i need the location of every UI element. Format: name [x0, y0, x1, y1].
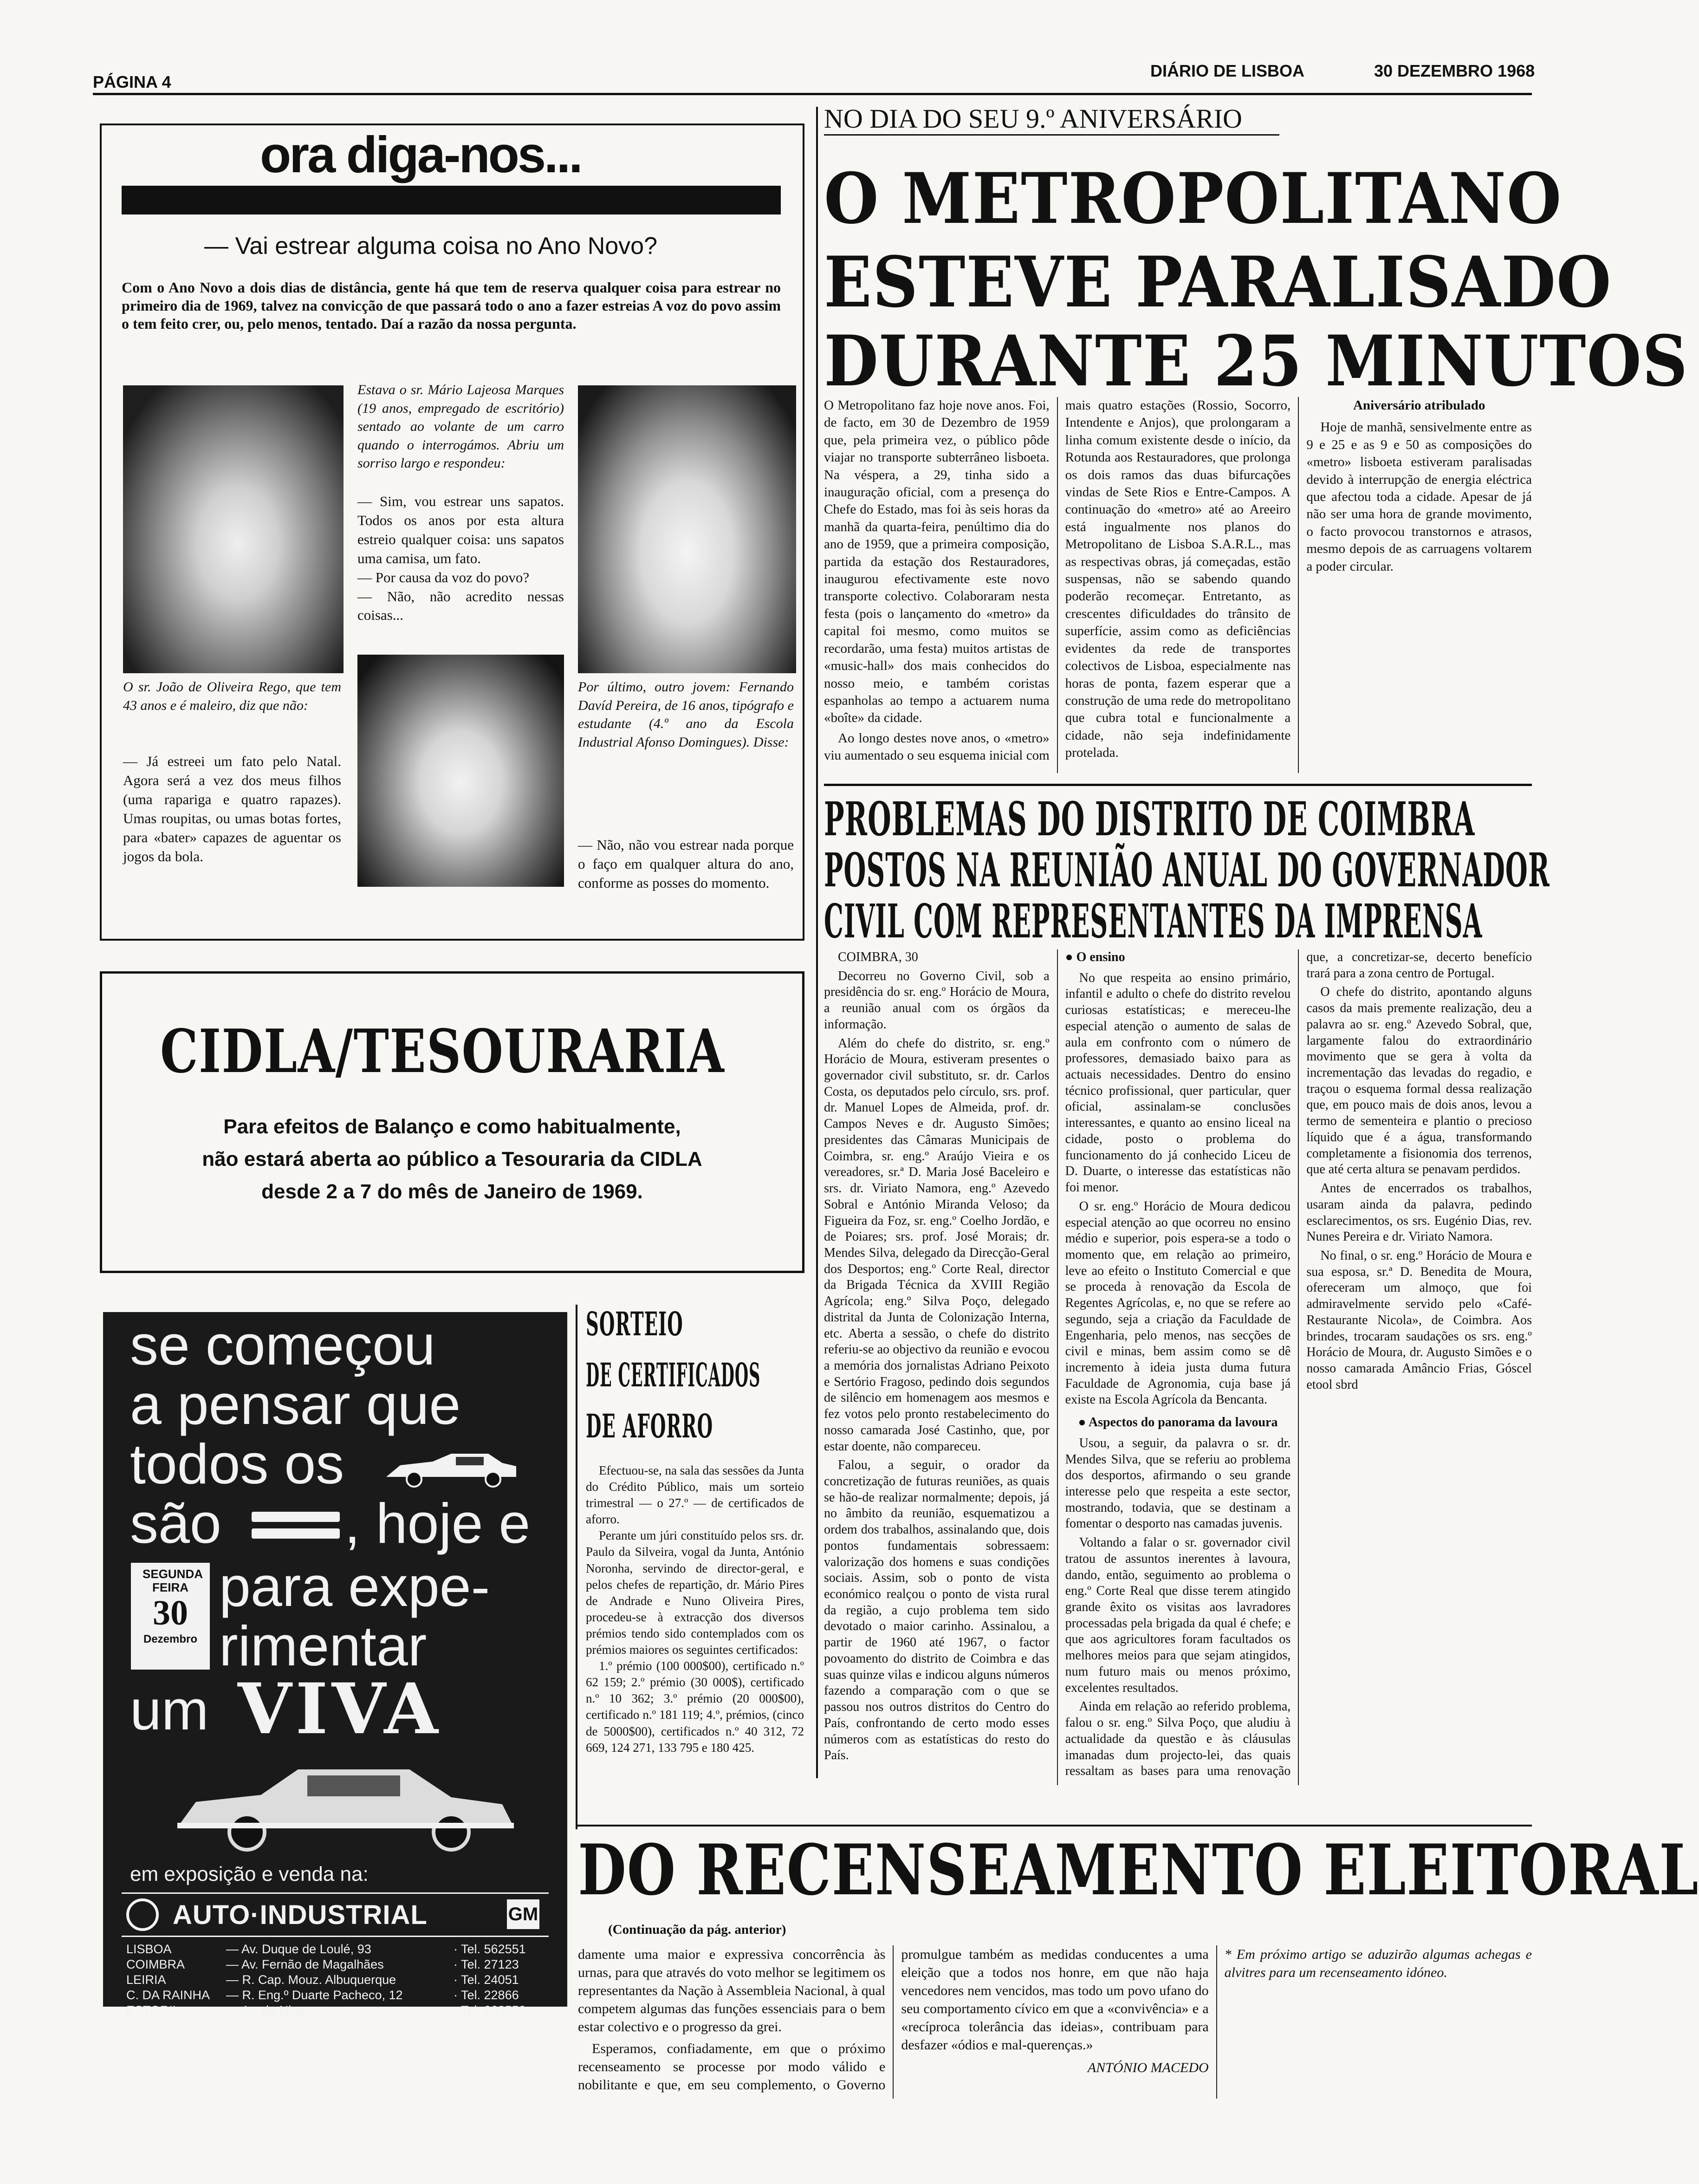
branch-tel: · Tel. 24051: [454, 1972, 519, 1987]
caption-mario-marques: Estava o sr. Mário Lajeosa Marques (19 anos, empregado de escritório) sentado ao volante de um carro quando o interrogámos. Abriu um sorriso largo e respondeu:: [357, 382, 564, 471]
gm-logo: GM: [507, 1899, 539, 1929]
coimbra-body: [824, 949, 1532, 1785]
sorteio-paragraph: Efectuou-se, na sala das sessões da Junta do Crédito Público, mais um sorteio trimestral — o 27.º — de certificados de aforro.: [586, 1463, 804, 1527]
branch-tel: · Tel. 22866: [454, 1988, 519, 2002]
viva-ad-line5: para expe-: [219, 1555, 490, 1618]
ora-diga-logo: ora diga-nos...: [260, 126, 581, 183]
dealer-emblem-icon: [126, 1898, 159, 1931]
viva-ad-line6: rimentar: [219, 1614, 427, 1677]
dealer-name: AUTO·INDUSTRIAL: [173, 1900, 428, 1930]
ora-diga-question: — Vai estrear alguma coisa no Ano Novo?: [204, 233, 658, 260]
photo-fernando-pereira: [578, 385, 796, 673]
viva-car-icon: [168, 1758, 521, 1855]
coimbra-subhead-lavoura: ● Aspectos do panorama da lavoura: [1078, 1415, 1278, 1430]
metro-bottom-rule: [824, 784, 1532, 786]
recenseamento-author: ANTÓNIO MACEDO: [1087, 2060, 1209, 2075]
calendar-day: 30: [153, 1593, 188, 1633]
cidla-ad-title: CIDLA/TESOURARIA: [160, 1017, 725, 1086]
branch-tel: · Tel. 27123: [454, 1957, 519, 1971]
metro-paragraph: Ao longo destes nove anos, o «metro» viu aumentado o seu esquema inicial com mais quatro estações (Rossio, Socorro, Intendente e Anjos), que prolongaram a linha comum existente desde o início, da Rotunda aos Restauradores, que prolonga os dois ramos das duas bifurcações vindas de Sete Rios e Entre-Campos. A continuação do «metro» até ao Areeiro está ingualmente nos planos do Metropolitano de Lisboa S.A.R.L., mas as respectivas obras, já começadas, estão suspensas, não se sabendo quando poderão recomeçar. Entretanto, as crescentes dificuldades do trânsito de superfície, assim como as deficiências evidentes da rede de transportes colectivos de Lisboa, especialmente nas horas de ponta, fazem esperar que a construção de uma rede do metropolitano que cubra total e funcionalmente a cidade, não seja indefinidamente protelada.: [824, 398, 1291, 763]
branch-city: C. DA RAINHA: [126, 1988, 210, 2002]
viva-ad-tagline: em exposição e venda na:: [130, 1863, 369, 1885]
coimbra-dateline: COIMBRA, 30: [838, 950, 918, 964]
header-rule: [93, 93, 1532, 95]
recenseamento-paragraph: damente uma maior e expressiva concorrência às urnas, para que através do voto melhor se legitimem os representantes da Nação à Assembleia Nacional, à qual competem algumas das funções essenciais para o bem estar colectivo e o progresso da grei.: [578, 1947, 886, 2034]
dealer-bar: [122, 1892, 549, 1937]
coimbra-subhead-ensino: ● O ensino: [1065, 950, 1125, 964]
coimbra-paragraph: O sr. eng.º Horácio de Moura dedicou especial atenção ao que ocorreu no ensino médio e superior, pois espera-se a todo o momento que, em relação ao primeiro, leve ao efeito o Instituto Comercial e que se proceda à renovação da Escola de Regentes Agrícolas, e, no que se refere ao segundo, seja a criação da Faculdade de Engenharia, pelo menos, nas secções de civil e minas, bem assim como se dê incremento à ideia justa duma futura Faculdade de Agronomia, cuja base já existe na Escola Agrícola da Bencanta.: [1065, 1199, 1291, 1407]
coimbra-paragraph: O chefe do distrito, apontando alguns casos da mais premente realização, deu a palavra ao sr. eng.º Azevedo Sobral, que, largamente falou do extraordinário movimento que se gera à volta da incrementação das levadas do regadio, e traçou o esquema formal dessa realização que, em pouco mais de dois anos, levou a termo de sementeira e plantio o precioso líquido que é a água, transformando completamente a fisionomia dos terrenos, que até certa altura se penavam perdidos.: [1306, 985, 1532, 1177]
recenseamento-top-rule: [576, 1825, 1532, 1826]
sorteio-paragraph: Perante um júri constituído pelos srs. dr. Paulo da Silveira, vogal da Junta, António Noronha, servindo de director-geral, e pelos chefes de repartição, dr. Mário Pires de Andrade e Nuno Oliveira Pires, procedeu-se à extracção dos diversos prémios tendo sido contemplados com os prémios maiores os seguintes certificados:: [586, 1528, 804, 1657]
branch-address: — Av. Fernão de Magalhães: [226, 1957, 384, 1971]
branch-address: — Av. de Nice: [226, 2003, 305, 2017]
coimbra-paragraph: Voltando a falar o sr. governador civil tratou de assuntos inerentes à lavoura, dando, então, seguimento ao problema o eng.º Corte Real que disse terem atingido grande êxito os visitas aos lavradores processadas pela brigada da qual é chefe; e que aos agricultores foram facultados os melhores meios para que sejam atingidos, num futuro mais ou menos próximo, excelentes resultados.: [1065, 1535, 1291, 1695]
sorteio-paragraph: 1.º prémio (100 000$00), certificado n.º 62 159; 2.º prémio (30 000$), certificado n.º 10 362; 3.º prémio (20 000$00), certificado n.º 181 119; 4.º, prémios, (cinco de 5000$00), certificados n.º 40 312, 72 669, 124 271, 133 795 e 180 425.: [586, 1659, 804, 1755]
cidla-ad-line2: não estará aberta ao público a Tesouraria da CIDLA: [202, 1148, 702, 1170]
sorteio-head3: DE AFORRO: [586, 1407, 713, 1445]
coimbra-headline-1: PROBLEMAS DO DISTRITO DE COIMBRA: [824, 792, 1475, 846]
recenseamento-body: [578, 1945, 1532, 2099]
metro-paragraph: O Metropolitano faz hoje nove anos. Foi, de facto, em 30 de Dezembro de 1959 que, pela primeira vez, o público pôde viajar no transporte subterrâneo lisboeta. Na véspera, a 29, tinha sido a inauguração oficial, com a presença do Chefe do Estado, mas foi às seis horas da manhã da quarta-feira, penúltimo dia do ano de 1959, que a primeira composição, partida da estação dos Restauradores, inaugurou efectivamente este novo transporte colectivo. Colaboraram nesta festa (pois o lançamento do «metro» da capital foi mesmo, como muitos se recordarão, uma festa) muitos artistas de «music-hall» dos mais conhecidos do nosso meio, e também coristas espanholas ao tempo a actuarem numa «boîte» da cidade.: [824, 398, 1050, 726]
car-icon: [382, 1451, 521, 1488]
equals-icon: [252, 1512, 340, 1540]
sorteio-left-rule: [576, 1305, 577, 1829]
metro-paragraph: Hoje de manhã, sensivelmente entre as 9 e 25 e as 9 e 50 as composições do «metro» lisboeta estiveram paralisadas devido à interrupção de energia eléctrica que afectou toda a cidade. Apesar de já não ser uma hora de grande movimento, o facto provocou transtornos e atrasos, mesmo depois de as carruagens voltarem a poder circular.: [1306, 420, 1532, 574]
branch-row: [126, 1988, 553, 2003]
ora-diga-bar: [122, 186, 781, 214]
branch-list: [126, 1942, 553, 2018]
answer-mario-marques: — Sim, vou estrear uns sapatos. Todos os anos por esta altura estreio qualquer coisa: uns sapatos uma camisa, um fato. — Por causa da voz do povo? — Não, não acredito nessas coisas...: [357, 493, 564, 624]
metro-headline-2: ESTEVE PARALISADO: [824, 241, 1612, 323]
viva-ad: [103, 1312, 567, 2017]
answer-joao-rego: — Já estreei um fato pelo Natal. Agora será a vez dos meus filhos (uma rapariga e quatro rapazes). Umas roupitas, ou umas botas fortes, para «bater» capazes de aguentar os jogos da bola.: [123, 753, 341, 864]
branch-city: LISBOA: [126, 1942, 172, 1956]
main-column-rule: [816, 107, 818, 1778]
viva-ad-line4: são: [130, 1492, 221, 1555]
viva-ad-line7: um: [130, 1678, 209, 1742]
metro-headline-3: DURANTE 25 MINUTOS: [824, 320, 1689, 402]
branch-row: [126, 1942, 553, 1957]
branch-row: [126, 1972, 553, 1988]
paper-name: DIÁRIO DE LISBOA: [1150, 61, 1305, 80]
recenseamento-paragraph: Esperamos, confiadamente, em que o próximo recenseamento se processe por modo válido e nobilitante e que, em seu complemento, o Governo promulgue também as medidas conducentes a uma eleição que a todos nos honre, em que não haja vencedores nem vencidos, mas todo um povo ufano do seu comportamento cívico em que a «convivência» e a «recíproca tolerância das ideias», contribuam para desfazer «ódios e mal-querenças.»: [578, 1947, 1209, 2093]
viva-ad-line1: se começou: [130, 1313, 435, 1377]
coimbra-paragraph: Além do chefe do distrito, sr. eng.º Horácio de Moura, estiveram presentes o governador civil substituto, sr. dr. Carlos Costa, os deputados pelo círculo, srs. prof. dr. Manuel Lopes de Almeida, prof. dr. Campos Neves e dr. Augusto Simões; presidentes das Câmaras Municipais de Coimbra, sr. eng.º Araújo Vieira e os vereadores, sr.ª D. Maria José Baceleiro e srs. dr. Viriato Namora, eng.º Azevedo Sobral e António Miranda Veloso; da Figueira da Foz, sr. eng.º Coelho Jordão, e de Poiares; srs. prof. José Morais; dr. Mendes Silva, delegado da Direcção-Geral dos Desportos; eng.º Corte Real, director da Brigada Técnica da XVIII Região Agrícola; eng.º Silva Poço, delegado distrital da Junta de Colonização Interna, etc. Aberta a sessão, o chefe do distrito referiu-se ao objectivo da reunião e evocou a memória dos jornalistas Adriano Peixoto e Sertório Fragoso, pedindo dois segundos de silêncio em homenagem aos mesmos e fez votos pelo pronto restabelecimento do nosso camarada José Castinho, que, por estar doente, não compareceu.: [824, 1036, 1050, 1454]
cidla-ad-line1: Para efeitos de Balanço e como habitualmente,: [223, 1115, 681, 1138]
sorteio-head2: DE CERTIFICADOS: [586, 1356, 761, 1394]
branch-tel: · Tel. 263550: [454, 2003, 526, 2017]
branch-row: [126, 2003, 553, 2018]
cidla-ad-line3: desde 2 a 7 do mês de Janeiro de 1969.: [261, 1180, 643, 1203]
viva-ad-brand: VIVA: [238, 1668, 442, 1750]
sorteio-head1: SORTEIO: [586, 1305, 683, 1343]
viva-ad-line4b: , hoje e: [344, 1492, 531, 1555]
calendar-weekday: SEGUNDA FEIRA: [143, 1567, 203, 1594]
metro-body: [824, 397, 1532, 773]
page-label: PÁGINA 4: [93, 72, 171, 91]
coimbra-headline-2: POSTOS NA REUNIÃO ANUAL DO GOVERNADOR: [824, 843, 1550, 897]
photo-joao-rego: [123, 385, 344, 673]
metro-kicker: NO DIA DO SEU 9.º ANIVERSÁRIO: [824, 103, 1279, 136]
coimbra-paragraph: Decorreu no Governo Civil, sob a presidência do sr. eng.º Horácio de Moura, a reunião anual com os órgãos da informação.: [824, 968, 1050, 1032]
branch-city: COIMBRA: [126, 1957, 185, 1971]
coimbra-paragraph: Falou, a seguir, o orador da concretização de futuras reuniões, as quais se hão-de realizar normalmente; depois, já no âmbito da reunião, esquematizou a ordem dos trabalhos, assinalando que, dois pontos fundamentais sobressaem: valorização dos homens e suas condições sociais. Assim, sob o ponto de vista económico realçou o ponto de vista rural da região, a cujo problema tem sido devotado o maior carinho. Assinalou, a partir de 1960 até 1967, o factor povoamento do distrito de Coimbra e das suas quinze vilas e indicou alguns números fazendo a comparação com o que se passou nos outros distritos do Centro do País, confrontando de certo modo esses números com as estatísticas do resto do País.: [824, 1458, 1050, 1763]
metro-subhead: Aniversário atribulado: [1353, 398, 1485, 413]
branch-address: — R. Eng.º Duarte Pacheco, 12: [226, 1988, 403, 2002]
recenseamento-headline: DO RECENSEAMENTO ELEITORAL: [578, 1829, 1699, 1911]
ora-diga-intro: Com o Ano Novo a dois dias de distância, gente há que tem de reserva qualquer coisa para estrear no primeiro dia de 1969, talvez na convicção de que passará todo o ano a fazer estreias A voz do povo assim o tem feito crer, ou, pelo menos, tentado. Daí a razão da nossa pergunta.: [122, 279, 781, 332]
recenseamento-note: * Em próximo artigo se aduzirão algumas achegas e alvitres para um recenseamento idóneo.: [1224, 1947, 1532, 1980]
branch-city: ESTORIL: [126, 2003, 180, 2017]
recenseamento-continuation: (Continuação da pág. anterior): [608, 1922, 786, 1937]
caption-joao-rego: O sr. João de Oliveira Rego, que tem 43 anos e é maleiro, diz que não:: [123, 679, 341, 713]
calendar-month: Dezembro: [143, 1632, 198, 1645]
branch-address: — R. Cap. Mouz. Albuquerque: [226, 1972, 396, 1987]
caption-fernando-pereira: Por último, outro jovem: Fernando Davíd Pereira, de 16 anos, tipógrafo e estudante (4.º ano da Escola Industrial Afonso Domingues). Disse:: [578, 679, 794, 750]
sorteio-body: [586, 1462, 804, 1756]
branch-tel: · Tel. 562551: [454, 1942, 526, 1956]
coimbra-paragraph: Usou, a seguir, da palavra o sr. dr. Mendes Silva, que se referiu ao problema dos desportos, afirmando o seu grande interesse pelo que respeita a este sector, mostrando, todavia, que se destinam a fomentar o desporto nas camadas juvenis.: [1065, 1436, 1291, 1531]
viva-ad-line2: a pensar que: [130, 1373, 461, 1436]
metro-headline-1: O METROPOLITANO: [824, 158, 1563, 240]
photo-mario-marques: [357, 655, 564, 887]
coimbra-paragraph: No final, o sr. eng.º Horácio de Moura e sua esposa, sr.ª D. Benedita de Moura, ofereceram um almoço, que foi admiravelmente servido pelo «Café-Restaurante Nicola», de Coimbra. Aos brindes, trocaram saudações os srs. eng.º Horácio de Moura, dr. Augusto Simões e o nosso camarada Amâncio Frias, Góscel etool sbrd: [1306, 1248, 1532, 1392]
coimbra-headline-3: CIVIL COM REPRESENTANTES DA IMPRENSA: [824, 894, 1483, 949]
coimbra-paragraph: No que respeita ao ensino primário, infantil e adulto o chefe do distrito revelou curiosas estatísticas; e mereceu-lhe especial atenção o aumento de salas de aula em confronto com o número de professores, demasiado baixo para as actuais necessidades. Dentro do ensino técnico profissional, quer particular, quer oficial, assinalam-se conclusões interessantes, e quanto ao ensino liceal na cidade, posto o problema do funcionamento do já conhecido Liceu de D. Duarte, o interesse das estatísticas não foi menor.: [1065, 970, 1291, 1195]
branch-address: — Av. Duque de Loulé, 93: [226, 1942, 371, 1956]
coimbra-paragraph: Antes de encerrados os trabalhos, usaram ainda da palavra, pedindo esclarecimentos, os srs. Eugénio Dias, rev. Nunes Pereira e dr. Viriato Namora.: [1306, 1181, 1532, 1244]
answer-fernando-pereira: — Não, não vou estrear nada porque o faço em qualquer altura do ano, conforme as posses do momento.: [578, 837, 794, 891]
viva-ad-line3: todos os: [130, 1432, 344, 1495]
branch-row: [126, 1957, 553, 1972]
issue-date: 30 DEZEMBRO 1968: [1374, 61, 1535, 80]
branch-city: LEIRIA: [126, 1972, 166, 1987]
coimbra-paragraph: Ainda em relação ao referido problema, falou o sr. eng.º Silva Poço, que aludiu à actualidade da questão e às cláusulas imanadas dum projecto-lei, das quais ressaltam as bases para uma renovação que, a concretizar-se, decerto benefício trará para a zona centro de Portugal.: [1065, 950, 1532, 1779]
calendar-badge: [131, 1563, 210, 1670]
